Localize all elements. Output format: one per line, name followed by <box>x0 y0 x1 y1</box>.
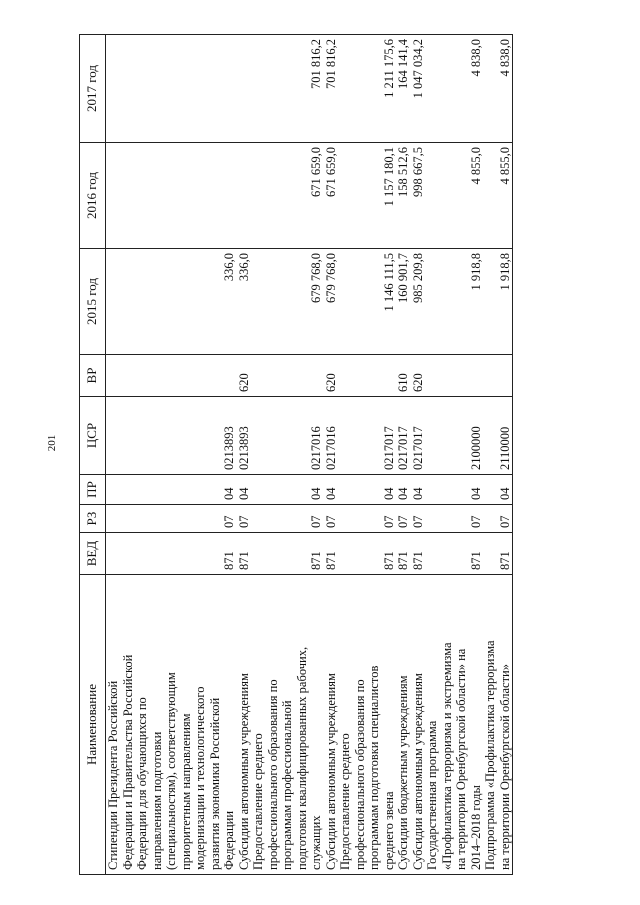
row-name-line: Субсидии автономным учреждениям <box>236 673 251 870</box>
row-name-line: Федерации <box>222 810 236 870</box>
rotated-table-stage <box>79 35 579 875</box>
row-y2017-cell: 1 047 034,2 <box>411 35 426 143</box>
table-row <box>106 35 237 875</box>
row-name-line: Стипендии Президента Российской <box>106 680 120 870</box>
row-rz-cell: 07 <box>106 505 237 533</box>
header-name: Наименование <box>80 575 106 875</box>
row-name-line: «Профилактика терроризма и экстремизма <box>439 642 454 870</box>
row-ved-cell: 871 <box>324 533 339 575</box>
row-y2016-cell: 4 855,0 <box>425 143 483 249</box>
table-row <box>396 35 411 875</box>
row-name-line: Федерации и Правительства Российской <box>120 654 135 870</box>
row-name-line: (специальностям), соответствующим <box>164 672 178 870</box>
row-name-line: профессионального образования по <box>352 679 367 870</box>
row-name-line: программам профессиональной <box>280 700 294 870</box>
row-ved-cell: 871 <box>106 533 237 575</box>
row-name-line: Субсидии автономным учреждениям <box>410 673 425 870</box>
row-name-line: Подпрограмма «Профилактика терроризма <box>483 640 497 870</box>
row-ved-cell: 871 <box>411 533 426 575</box>
row-name-line: Федерации для обучающихся по <box>135 697 149 870</box>
header-pr: ПР <box>80 475 106 505</box>
row-name-line: служащих <box>309 815 323 870</box>
row-pr-cell: 04 <box>338 475 396 505</box>
row-name-line: модернизации и технологического <box>193 686 207 870</box>
header-csr: ЦСР <box>80 397 106 475</box>
row-rz-cell: 07 <box>396 505 411 533</box>
page-number: 201 <box>46 434 58 452</box>
row-vr-cell: 610 <box>396 355 411 397</box>
row-vr-cell <box>425 355 483 397</box>
table-body <box>106 35 513 875</box>
row-name-cell <box>237 575 252 875</box>
row-csr-cell: 0217016 <box>251 397 324 475</box>
row-name-line: направлениям подготовки <box>149 731 164 870</box>
row-y2016-cell: 1 157 180,1 <box>338 143 396 249</box>
row-name-line: Предоставление среднего <box>251 733 265 870</box>
row-pr-cell: 04 <box>396 475 411 505</box>
header-ved: ВЕД <box>80 533 106 575</box>
row-ved-cell: 871 <box>237 533 252 575</box>
row-y2016-cell: 671 659,0 <box>324 143 339 249</box>
row-ved-cell: 871 <box>425 533 483 575</box>
header-rz: РЗ <box>80 505 106 533</box>
row-name-line: Субсидии автономным учреждениям <box>323 673 338 870</box>
row-y2016-cell <box>106 143 237 249</box>
row-y2016-cell: 998 667,5 <box>411 143 426 249</box>
row-y2017-cell <box>237 35 252 143</box>
row-y2017-cell: 164 141,4 <box>396 35 411 143</box>
table-header-row <box>80 35 106 875</box>
row-rz-cell: 07 <box>324 505 339 533</box>
row-ved-cell: 871 <box>251 533 324 575</box>
row-rz-cell: 07 <box>251 505 324 533</box>
header-2016: 2016 год <box>80 143 106 249</box>
row-csr-cell: 0217017 <box>396 397 411 475</box>
row-y2015-cell: 1 146 111,5 <box>338 249 396 355</box>
row-y2017-cell <box>106 35 237 143</box>
table-row <box>483 35 513 875</box>
row-y2015-cell: 679 768,0 <box>251 249 324 355</box>
row-csr-cell: 0217017 <box>411 397 426 475</box>
table-row <box>324 35 339 875</box>
row-pr-cell: 04 <box>106 475 237 505</box>
row-name-line: среднего звена <box>381 791 396 870</box>
row-y2017-cell: 4 838,0 <box>483 35 513 143</box>
row-name-cell <box>396 575 411 875</box>
row-y2017-cell: 701 816,2 <box>251 35 324 143</box>
row-ved-cell: 871 <box>483 533 513 575</box>
row-pr-cell: 04 <box>324 475 339 505</box>
row-y2016-cell: 4 855,0 <box>483 143 513 249</box>
row-vr-cell: 620 <box>324 355 339 397</box>
row-vr-cell <box>483 355 513 397</box>
row-name-cell <box>338 575 396 875</box>
row-y2017-cell: 1 211 175,6 <box>338 35 396 143</box>
row-csr-cell: 2110000 <box>483 397 513 475</box>
row-name-line: приоритетным направлениям <box>178 713 193 870</box>
table-row <box>237 35 252 875</box>
row-pr-cell: 04 <box>411 475 426 505</box>
row-rz-cell: 07 <box>425 505 483 533</box>
row-name-line: подготовки квалифицированных рабочих, <box>294 646 309 870</box>
row-ved-cell: 871 <box>396 533 411 575</box>
row-csr-cell: 0217016 <box>324 397 339 475</box>
row-vr-cell: 620 <box>237 355 252 397</box>
row-pr-cell: 04 <box>483 475 513 505</box>
row-vr-cell <box>251 355 324 397</box>
row-y2016-cell: 671 659,0 <box>251 143 324 249</box>
row-y2016-cell: 158 512,6 <box>396 143 411 249</box>
budget-table <box>79 34 513 875</box>
row-y2015-cell: 336,0 <box>237 249 252 355</box>
row-name-cell <box>425 575 483 875</box>
row-name-line: 2014–2018 годы <box>468 785 483 870</box>
row-y2015-cell: 1 918,8 <box>425 249 483 355</box>
header-2015: 2015 год <box>80 249 106 355</box>
row-csr-cell: 0217017 <box>338 397 396 475</box>
row-y2015-cell: 1 918,8 <box>483 249 513 355</box>
row-vr-cell: 620 <box>411 355 426 397</box>
row-y2015-cell: 985 209,8 <box>411 249 426 355</box>
header-vr: ВР <box>80 355 106 397</box>
row-y2015-cell: 679 768,0 <box>324 249 339 355</box>
row-y2016-cell <box>237 143 252 249</box>
row-pr-cell: 04 <box>237 475 252 505</box>
row-rz-cell: 07 <box>338 505 396 533</box>
row-csr-cell: 0213893 <box>237 397 252 475</box>
table-row <box>425 35 483 875</box>
row-name-cell <box>106 575 237 875</box>
row-name-cell <box>411 575 426 875</box>
row-ved-cell: 871 <box>338 533 396 575</box>
row-rz-cell: 07 <box>483 505 513 533</box>
row-name-line: Предоставление среднего <box>338 733 352 870</box>
row-rz-cell: 07 <box>411 505 426 533</box>
row-y2017-cell: 701 816,2 <box>324 35 339 143</box>
row-name-cell <box>324 575 339 875</box>
row-rz-cell: 07 <box>237 505 252 533</box>
row-name-cell <box>251 575 324 875</box>
row-name-line: профессионального образования по <box>265 679 280 870</box>
row-pr-cell: 04 <box>251 475 324 505</box>
row-y2015-cell: 160 901,7 <box>396 249 411 355</box>
row-csr-cell: 2100000 <box>425 397 483 475</box>
row-name-line: на территории Оренбургской области» <box>497 664 512 870</box>
row-pr-cell: 04 <box>425 475 483 505</box>
header-2017: 2017 год <box>80 35 106 143</box>
row-name-line: на территории Оренбургской области» на <box>454 648 468 870</box>
table-row <box>338 35 396 875</box>
row-name-line: Субсидии бюджетным учреждениям <box>396 675 410 870</box>
row-y2017-cell: 4 838,0 <box>425 35 483 143</box>
row-vr-cell <box>106 355 237 397</box>
row-name-cell <box>483 575 513 875</box>
row-vr-cell <box>338 355 396 397</box>
row-y2015-cell: 336,0 <box>106 249 237 355</box>
table-row <box>411 35 426 875</box>
row-name-line: развития экономики Российской <box>207 697 222 870</box>
table-row <box>251 35 324 875</box>
row-name-line: программам подготовки специалистов <box>367 665 381 870</box>
row-csr-cell: 0213893 <box>106 397 237 475</box>
row-name-line: Государственная программа <box>425 720 439 870</box>
